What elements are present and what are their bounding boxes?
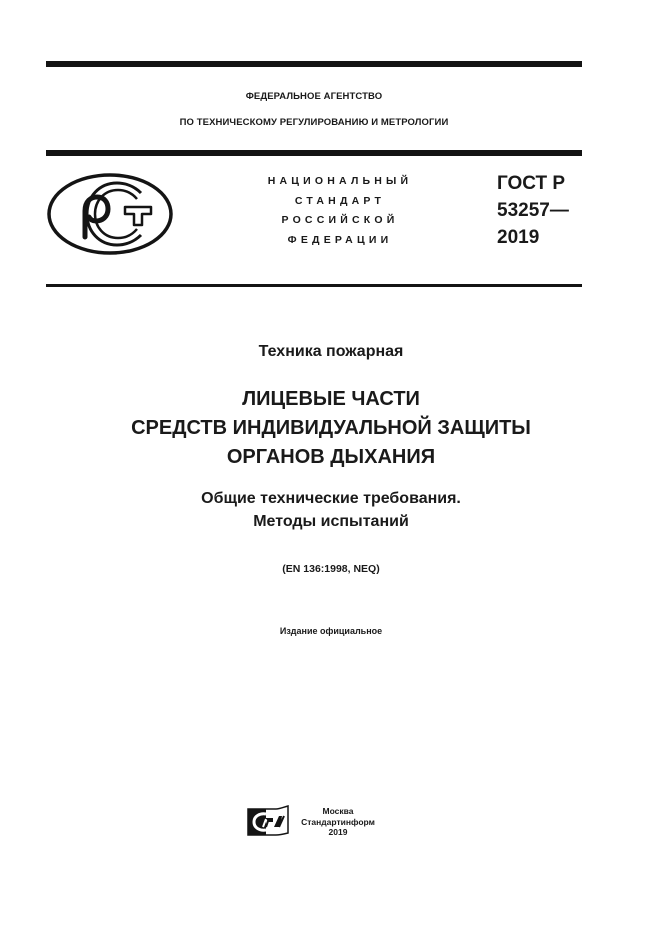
designation-line: ГОСТ Р [497, 173, 566, 194]
designation-line: 53257— [497, 200, 569, 221]
middle-rule [46, 150, 582, 156]
publisher-city: Москва [322, 806, 354, 816]
subtitle-line: Общие технические требования. [201, 490, 461, 507]
subject-heading: Техника пожарная [258, 343, 404, 360]
document-subtitle [46, 487, 616, 533]
designation-line: 2019 [497, 227, 540, 248]
standard-designation [497, 170, 569, 251]
national-line: РОССИЙСКОЙ [281, 214, 399, 226]
national-line: НАЦИОНАЛЬНЫЙ [267, 175, 413, 187]
document-title [46, 385, 616, 472]
agency-name-line-1: ФЕДЕРАЛЬНОЕ АГЕНТСТВО [245, 91, 383, 102]
harmonization-reference: (EN 136:1998, NEQ) [282, 563, 380, 575]
publisher-imprint [296, 806, 380, 838]
title-line: СРЕДСТВ ИНДИВИДУАЛЬНОЙ ЗАЩИТЫ [131, 417, 531, 439]
agency-name-line-2: ПО ТЕХНИЧЕСКОМУ РЕГУЛИРОВАНИЮ И МЕТРОЛОГИИ [179, 117, 449, 128]
title-line: ЛИЦЕВЫЕ ЧАСТИ [242, 388, 420, 410]
national-line: ФЕДЕРАЦИИ [287, 233, 393, 246]
gost-r-logo-icon [45, 171, 175, 257]
bottom-rule [46, 284, 582, 287]
edition-label: Издание официальное [279, 626, 383, 636]
subtitle-line: Методы испытаний [253, 513, 409, 530]
top-rule [46, 61, 582, 67]
standartinform-logo-icon [246, 805, 290, 837]
title-line: ОРГАНОВ ДЫХАНИЯ [226, 446, 436, 468]
publisher-year: 2019 [328, 827, 348, 837]
publisher-name: Стандартинформ [301, 816, 375, 827]
national-line: СТАНДАРТ [294, 194, 386, 207]
national-standard-label [240, 172, 440, 250]
